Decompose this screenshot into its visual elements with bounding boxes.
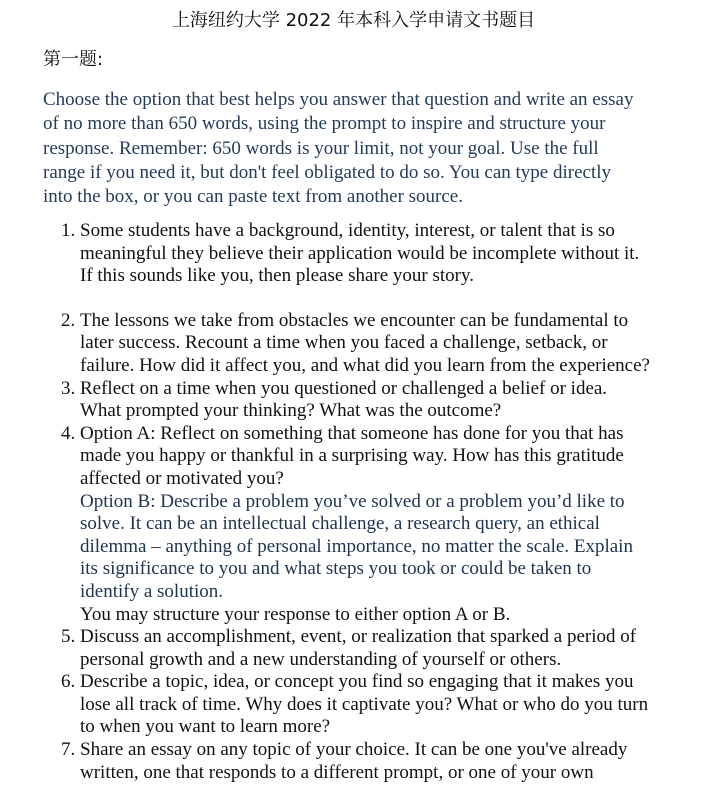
prompt-text: Discuss an accomplishment, event, or realization that sparked a period of personal growth and a new understanding of yourself or others. bbox=[80, 626, 637, 670]
page-title: 上海纽约大学 2022 年本科入学申请文书题目 bbox=[171, 10, 536, 31]
prompt-text: The lessons we take from obstacles we encounter can be fundamental to later success. Recount a time when you faced a challenge, setback, or failure. How did it affect you, and what did you learn from the experience? bbox=[80, 309, 650, 376]
section-heading: 第一题: bbox=[43, 49, 104, 70]
prompt-option-b: Option B: Describe a problem you’ve solved or a problem you’d like to solve. It can be an intellectual challenge, a research query, an ethical dilemma – anything of personal importance, no matter the scale. Explain its significance to you and what steps you took or could be taken to identify a solution. bbox=[80, 490, 633, 602]
prompt-text: Describe a topic, idea, or concept you find so engaging that it makes you lose all track of time. Why does it captivate you? What or who do you turn to when you want to learn more? bbox=[80, 671, 649, 738]
prompt-item-5 bbox=[80, 626, 650, 671]
prompt-item-1 bbox=[80, 220, 650, 288]
prompt-text: Some students have a background, identity, interest, or talent that is so meaningful they believe their application would be incomplete without it. If this sounds like you, then please share your story. bbox=[80, 220, 640, 287]
prompt-option-note: You may structure your response to either option A or B. bbox=[80, 603, 511, 625]
prompt-option-a: 4. Option A: Reflect on something that someone has done for you that has made you happy or thankful in a surprising way. How has this gratitude affected or motivated you? bbox=[80, 422, 624, 489]
prompt-item-2 bbox=[80, 310, 650, 378]
prompt-text: Share an essay on any topic of your choice. It can be one you've already written, one that responds to a different prompt, or one of your own bbox=[80, 739, 628, 783]
prompt-list bbox=[0, 220, 707, 784]
prompt-item-6 bbox=[80, 671, 650, 739]
prompt-item-7 bbox=[80, 739, 650, 784]
prompt-text: Reflect on a time when you questioned or challenged a belief or idea. What prompted your thinking? What was the outcome? bbox=[80, 377, 608, 422]
prompt-item-3 bbox=[80, 378, 650, 423]
instructions-paragraph: Choose the option that best helps you answer that question and write an essay of no more than 650 words, using the prompt to inspire and structure your response. Remember: 650 words is your limit, not your goal. Use the full range if you need it, but don't feel obligated to do so. You can type directly into the box, or you can paste text from another source. bbox=[43, 89, 634, 208]
prompt-item-4 bbox=[80, 423, 650, 626]
